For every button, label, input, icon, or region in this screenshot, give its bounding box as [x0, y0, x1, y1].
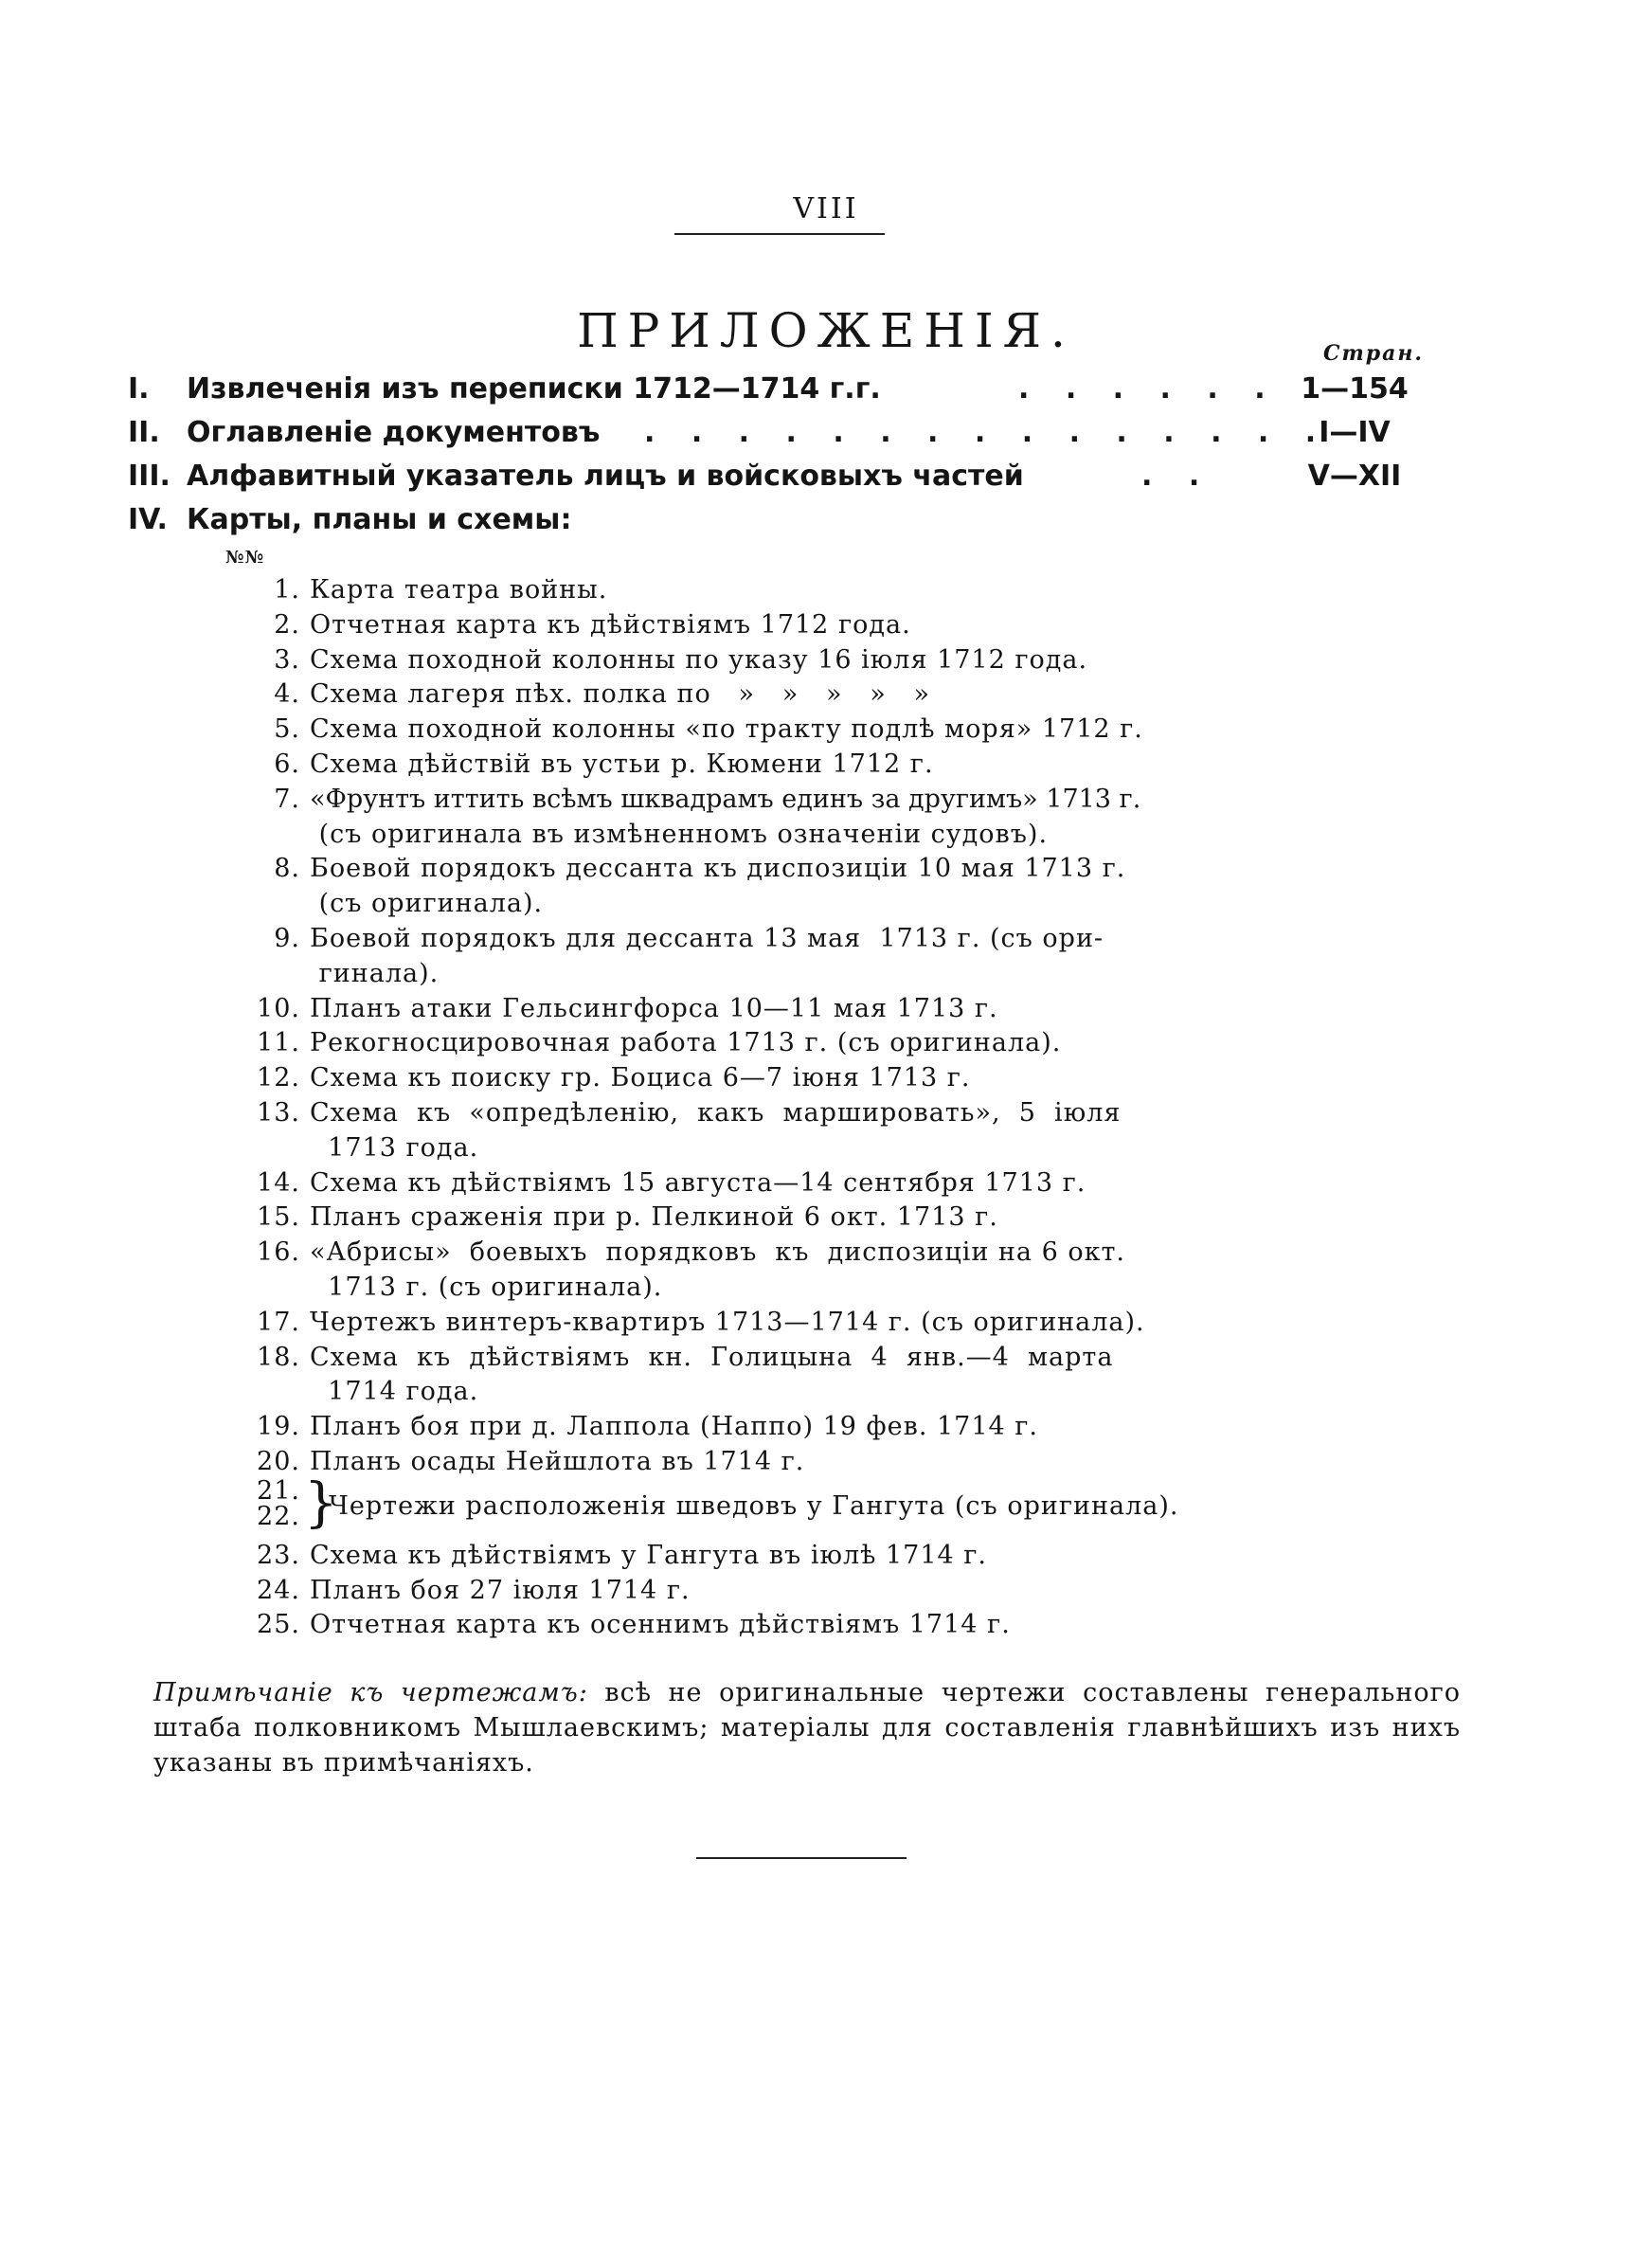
item-number: 25.: [257, 1610, 300, 1640]
page-folio: VIII: [793, 192, 859, 226]
section-number: I.: [128, 372, 150, 406]
item-number: 10.: [257, 993, 300, 1023]
list-item: [242, 783, 1293, 818]
list-item: [242, 1608, 1293, 1643]
list-item: [242, 1341, 1293, 1376]
section-row: [128, 455, 1435, 498]
list-item: [242, 643, 1293, 678]
list-item: [242, 1410, 1293, 1445]
list-item: [242, 1131, 1293, 1166]
dot-leader: . . . . . .: [1018, 372, 1279, 406]
list-item: [242, 1201, 1293, 1236]
list-item: [242, 1375, 1293, 1410]
numbers-label: №№: [225, 548, 265, 568]
item-text: «Фрунтъ иттить всѣмъ шквадрамъ единъ за другимъ» 1713 г.: [310, 784, 1141, 814]
item-text: Планъ сраженія при р. Пелкиной 6 окт. 1713 г.: [310, 1202, 998, 1233]
item-text: 1713 г. (съ оригинала).: [310, 1272, 663, 1302]
item-number: 21.: [257, 1475, 300, 1506]
item-text: Отчетная карта къ осеннимъ дѣйствіямъ 1714 г.: [310, 1610, 1011, 1640]
item-text: Боевой порядокъ для дессанта 13 мая 1713 г. (съ ори-: [310, 923, 1104, 953]
item-text: Схема дѣйствій въ устьи р. Кюмени 1712 г.: [310, 749, 934, 779]
item-text: Планъ атаки Гельсингфорса 10—11 мая 1713 г.: [310, 993, 998, 1023]
section-label: Извлеченія изъ переписки 1712—1714 г.г.: [187, 372, 881, 406]
list-item: [242, 608, 1293, 643]
folio-rule: [674, 233, 885, 235]
item-number: 14.: [257, 1167, 300, 1198]
list-item: [242, 713, 1293, 748]
maps-list: [242, 573, 1293, 1643]
list-item: [242, 1574, 1293, 1609]
item-number: 16.: [257, 1237, 300, 1268]
item-text: Планъ боя при д. Лаппола (Наппо) 19 фев. 1714 г.: [310, 1412, 1039, 1442]
item-number: 17.: [257, 1307, 300, 1337]
list-item: [242, 1271, 1293, 1306]
list-item-grouped: [242, 1472, 1293, 1539]
list-item: [242, 1445, 1293, 1480]
item-number: 18.: [257, 1342, 300, 1372]
list-item: [242, 887, 1293, 922]
item-number: 3.: [274, 644, 300, 675]
list-item: [242, 852, 1293, 887]
section-label: Карты, планы и схемы:: [187, 503, 572, 536]
section-label: Оглавленіе документовъ: [187, 416, 601, 449]
item-text: Отчетная карта къ дѣйствіямъ 1712 года.: [310, 609, 911, 640]
list-item: [242, 1026, 1293, 1061]
section-pages: 1—154: [1301, 372, 1409, 406]
item-number: 12.: [257, 1063, 300, 1093]
item-text: 1713 года.: [310, 1132, 479, 1163]
drawings-note: [153, 1675, 1461, 1780]
item-text: «Абрисы» боевыхъ порядковъ къ диспозиціи на 6 окт.: [310, 1237, 1126, 1268]
item-number: 15.: [257, 1202, 300, 1233]
item-text: Схема походной колонны «по тракту подлѣ моря» 1712 г.: [310, 714, 1143, 745]
dot-leader: . . . . . . . . . . . . . . .: [644, 416, 1330, 449]
item-number: 2.: [274, 609, 300, 640]
list-item: [242, 922, 1293, 957]
curly-brace-icon: }: [304, 1472, 339, 1534]
item-number: 20.: [257, 1446, 300, 1476]
item-text: 1714 года.: [310, 1377, 479, 1407]
item-number: 24.: [257, 1575, 300, 1605]
item-number: 7.: [274, 784, 300, 814]
list-item: [242, 1096, 1293, 1131]
item-number-group: [242, 1475, 300, 1531]
item-text: Чертежъ винтеръ-квартиръ 1713—1714 г. (съ оригинала).: [310, 1307, 1145, 1337]
section-label: Алфавитный указатель лицъ и войсковыхъ частей: [187, 460, 1024, 493]
list-item: [242, 1539, 1293, 1574]
section-pages: I—IV: [1319, 416, 1391, 449]
list-item: [242, 573, 1293, 608]
item-text: Чертежи расположенія шведовъ у Гангута (съ оригинала).: [329, 1490, 1179, 1521]
item-text: Планъ боя 27 іюля 1714 г.: [310, 1575, 691, 1605]
item-number: 11.: [257, 1028, 300, 1058]
item-text: Схема лагеря пѣх. полка по » » » » »: [310, 679, 931, 710]
dot-leader: . .: [1141, 460, 1213, 493]
list-item: [242, 1306, 1293, 1341]
page-title: ПРИЛОЖЕНІЯ.: [577, 303, 1075, 358]
section-pages: V—XII: [1307, 460, 1402, 493]
page-column-label: Стран.: [1322, 341, 1425, 366]
note-body: всѣ не оригинальные чертежи составлены генерального штаба полковникомъ Мышлаевскимъ; матеріалы для составленія главнѣйшихъ изъ нихъ указаны въ примѣчаніяхъ.: [153, 1678, 1461, 1778]
item-text: (съ оригинала въ измѣненномъ означеніи судовъ).: [310, 819, 1049, 849]
item-number: 5.: [274, 714, 300, 745]
item-text: Рекогносцировочная работа 1713 г. (съ оригинала).: [310, 1028, 1062, 1058]
item-text: Карта театра войны.: [310, 575, 608, 605]
item-number: 19.: [257, 1412, 300, 1442]
item-number: 9.: [274, 923, 300, 953]
section-row: [128, 411, 1435, 455]
section-number: IV.: [128, 503, 168, 536]
item-number: 8.: [274, 854, 300, 884]
item-text: Схема къ «опредѣленію, какъ маршировать», 5 іюля: [310, 1097, 1122, 1128]
item-number: 1.: [274, 575, 300, 605]
item-text: Схема къ дѣйствіямъ кн. Голицына 4 янв.—4 марта: [310, 1342, 1114, 1372]
list-item: [242, 992, 1293, 1027]
list-item: [242, 1166, 1293, 1201]
item-text: Боевой порядокъ дессанта къ диспозиціи 10 мая 1713 г.: [310, 854, 1126, 884]
item-number: 22.: [257, 1501, 300, 1531]
list-item: [242, 1061, 1293, 1096]
item-text: Схема походной колонны по указу 16 іюля 1712 года.: [310, 644, 1088, 675]
section-number: III.: [128, 460, 171, 493]
item-text: гинала).: [310, 958, 440, 988]
list-item: [242, 818, 1293, 853]
item-number: 23.: [257, 1540, 300, 1570]
list-item: [242, 957, 1293, 992]
list-item: [242, 677, 1293, 713]
note-lead: Примѣчаніе къ чертежамъ:: [153, 1678, 588, 1707]
end-rule: [696, 1857, 907, 1859]
item-number: 4.: [274, 679, 300, 710]
list-item: [242, 748, 1293, 783]
section-row: [128, 368, 1435, 411]
item-text: Схема къ дѣйствіямъ 15 августа—14 сентября 1713 г.: [310, 1167, 1086, 1198]
section-row: [128, 498, 1435, 542]
item-text: (съ оригинала).: [310, 889, 544, 919]
item-text: Схема къ поиску гр. Боциса 6—7 іюня 1713 г.: [310, 1063, 971, 1093]
section-number: II.: [128, 416, 160, 449]
item-text: Планъ осады Нейшлота въ 1714 г.: [310, 1446, 805, 1476]
item-text: Схема къ дѣйствіямъ у Гангута въ іюлѣ 1714 г.: [310, 1540, 988, 1570]
item-number: 13.: [257, 1097, 300, 1128]
item-number: 6.: [274, 749, 300, 779]
list-item: [242, 1236, 1293, 1271]
